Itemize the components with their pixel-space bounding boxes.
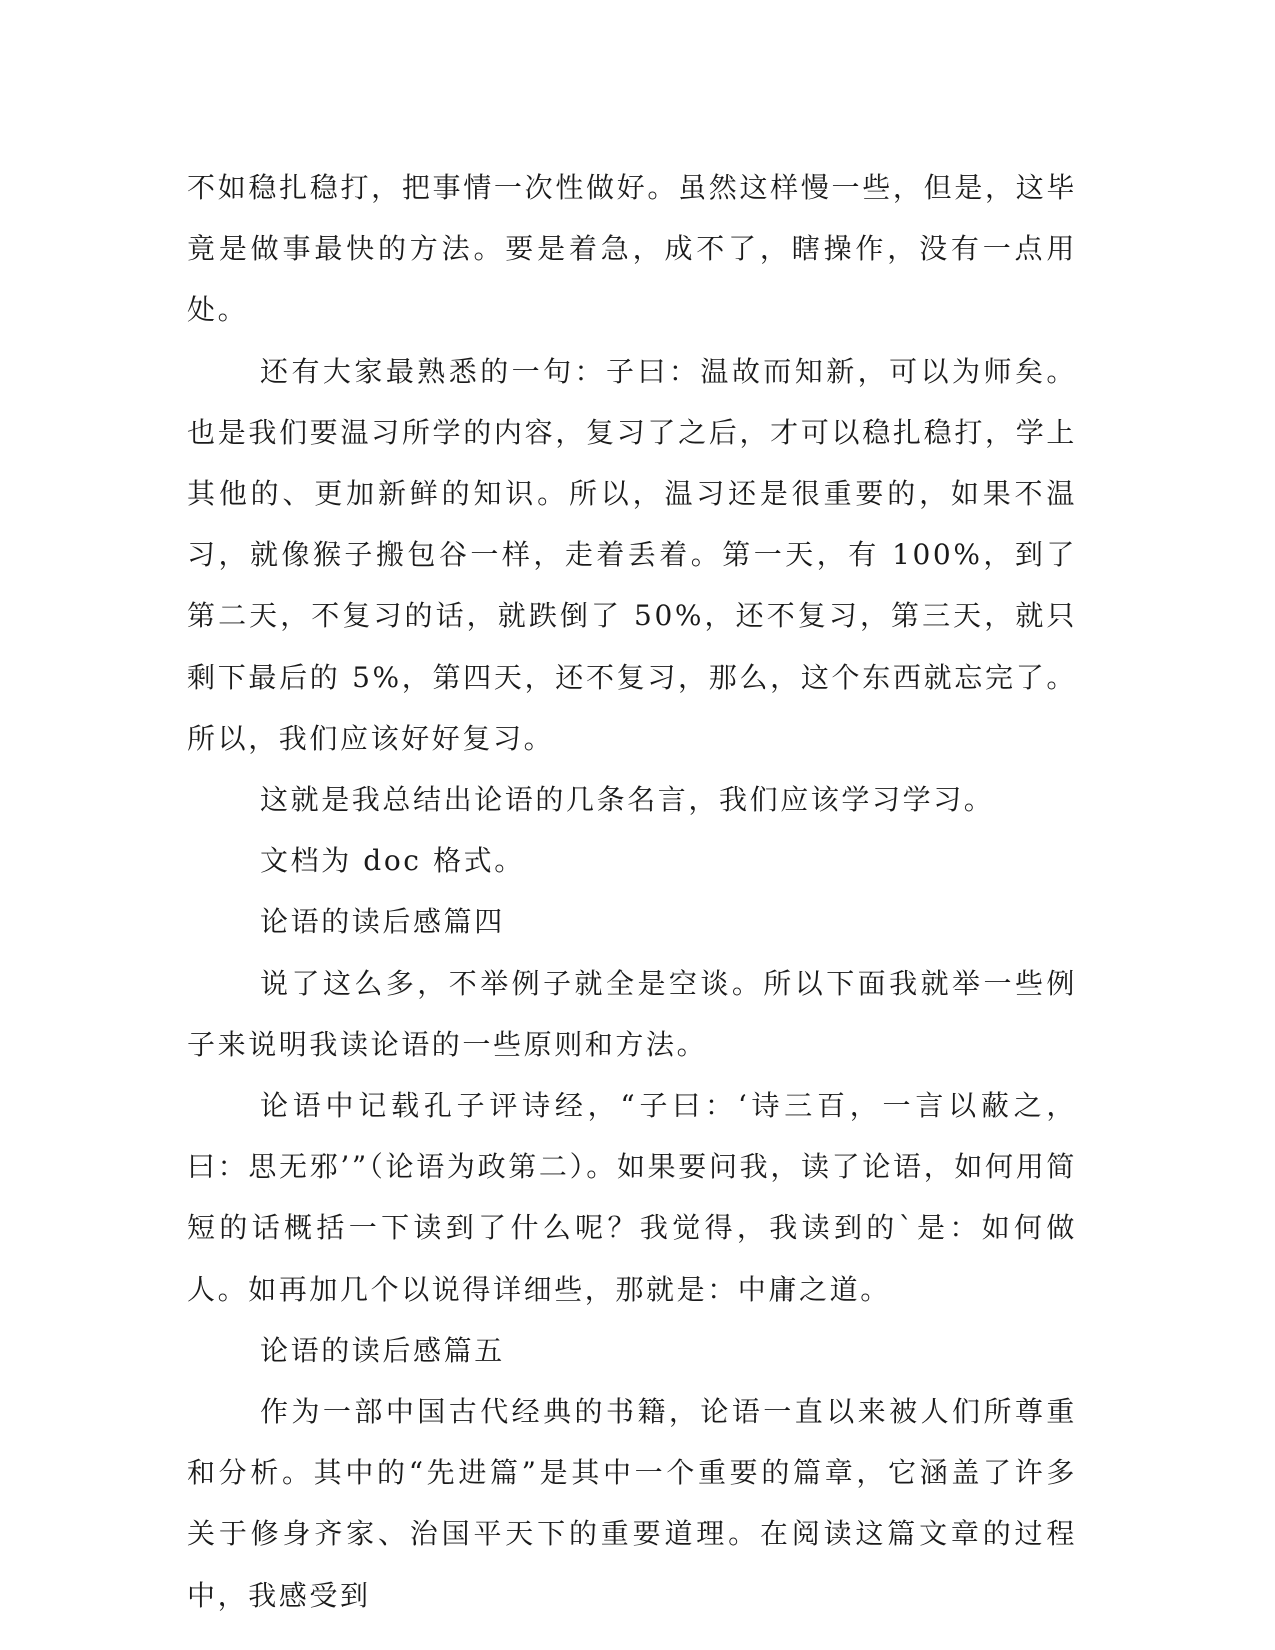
paragraph-5: 说了这么多，不举例子就全是空谈。所以下面我就举一些例子来说明我读论语的一些原则和方法。 (187, 966, 1077, 1061)
paragraph-6: 论语中记载孔子评诗经，“子曰：‘诗三百，一言以蔽之，曰：思无邪’”（论语为政第二）。如果要问我，读了论语，如何用简短的话概括一下读到了什么呢？我觉得，我读到的`是：如何做人。如再加几个以说得详细些，那就是：中庸之道。 (187, 1089, 1077, 1306)
paragraph-3: 这就是我总结出论语的几条名言，我们应该学习学习。 (260, 783, 995, 817)
section-heading-4: 论语的读后感篇四 (260, 905, 505, 939)
document-body (187, 157, 1077, 1626)
paragraph-7: 作为一部中国古代经典的书籍，论语一直以来被人们所尊重和分析。其中的“先进篇”是其中一个重要的篇章，它涵盖了许多关于修身齐家、治国平天下的重要道理。在阅读这篇文章的过程中，我感受到 (187, 1395, 1077, 1612)
paragraph-4: 文档为 doc 格式。 (260, 844, 525, 878)
section-heading-5: 论语的读后感篇五 (260, 1333, 505, 1367)
paragraph-1: 不如稳扎稳打，把事情一次性做好。虽然这样慢一些，但是，这毕竟是做事最快的方法。要是着急，成不了，瞎操作，没有一点用处。 (187, 171, 1077, 327)
paragraph-2: 还有大家最熟悉的一句：子曰：温故而知新，可以为师矣。也是我们要温习所学的内容，复习了之后，才可以稳扎稳打，学上其他的、更加新鲜的知识。所以，温习还是很重要的，如果不温习，就像猴子搬包谷一样，走着丢着。第一天，有 100%，到了第二天，不复习的话，就跌倒了 50%，还不复习，第三天，就只剩下最后的 5%，第四天，还不复习，那么，这个东西就忘完了。所以，我们应该好好复习。 (187, 354, 1077, 755)
